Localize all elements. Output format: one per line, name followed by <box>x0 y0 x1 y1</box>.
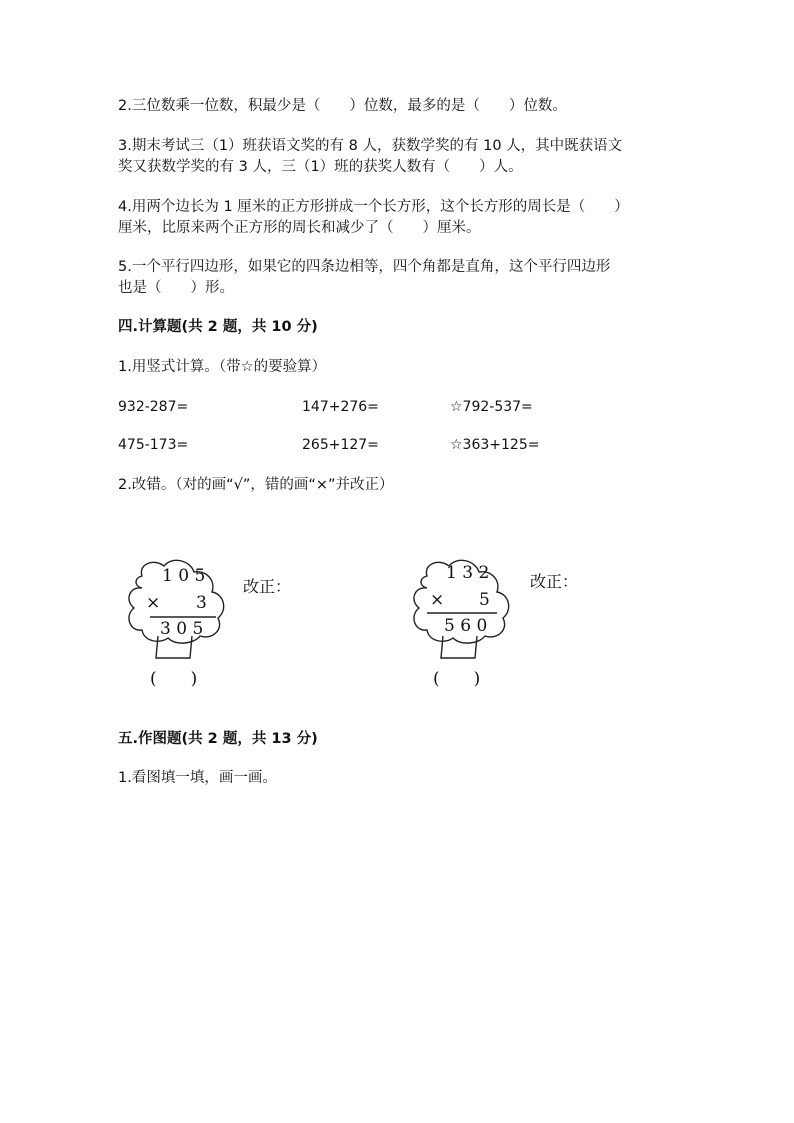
tree-2-top-number: 1 3 2 <box>446 563 490 583</box>
section-4-question-2: 2.改错。（对的画“√”，错的画“×”并改正） <box>118 477 394 493</box>
section-4-title: 四.计算题(共 2 题，共 10 分) <box>118 319 318 335</box>
calc-item: ☆363+125= <box>450 437 540 453</box>
section-4-question-1: 1.用竖式计算。（带☆的要验算） <box>118 359 327 375</box>
tree-2-times-sign: × <box>430 590 445 610</box>
question-3-4-line1: 4.用两个边长为 1 厘米的正方形拼成一个长方形，这个长方形的周长是（ ） <box>118 199 629 215</box>
section-5-title: 五.作图题(共 2 题，共 13 分) <box>118 731 318 747</box>
tree-2-multiplier: 5 <box>479 590 490 610</box>
question-3-5-line1: 5.一个平行四边形，如果它的四条边相等，四个角都是直角，这个平行四边形 <box>118 259 611 275</box>
calc-item: 147+276= <box>302 399 379 415</box>
tree-1-times-sign: × <box>146 593 161 613</box>
tree-1-fix-label: 改正： <box>243 577 292 596</box>
question-3-3-line1: 3.期末考试三（1）班获语文奖的有 8 人，获数学奖的有 10 人，其中既获语文 <box>118 138 623 154</box>
calc-item: 265+127= <box>302 437 379 453</box>
calc-item: ☆792-537= <box>450 399 533 415</box>
tree-1-multiplier: 3 <box>196 593 207 613</box>
section-5-question-1: 1.看图填一填，画一画。 <box>118 770 277 786</box>
tree-2-result: 5 6 0 <box>444 616 488 636</box>
calc-item: 932-287= <box>118 399 189 415</box>
question-3-5-line2: 也是（ ）形。 <box>118 280 234 296</box>
tree-1-result: 3 0 5 <box>160 619 204 639</box>
question-3-2: 2.三位数乘一位数，积最少是（ ）位数，最多的是（ ）位数。 <box>118 98 567 114</box>
calc-item: 475-173= <box>118 437 189 453</box>
question-3-4-line2: 厘米，比原来两个正方形的周长和减少了（ ）厘米。 <box>118 220 481 236</box>
tree-1-top-number: 1 0 5 <box>162 566 206 586</box>
tree-2-answer-mark[interactable]: ( ) <box>433 669 481 689</box>
tree-1-answer-mark[interactable]: ( ) <box>150 669 198 689</box>
question-3-3-line2: 奖又获数学奖的有 3 人，三（1）班的获奖人数有（ ）人。 <box>118 159 523 175</box>
tree-2-fix-label: 改正： <box>530 572 579 591</box>
